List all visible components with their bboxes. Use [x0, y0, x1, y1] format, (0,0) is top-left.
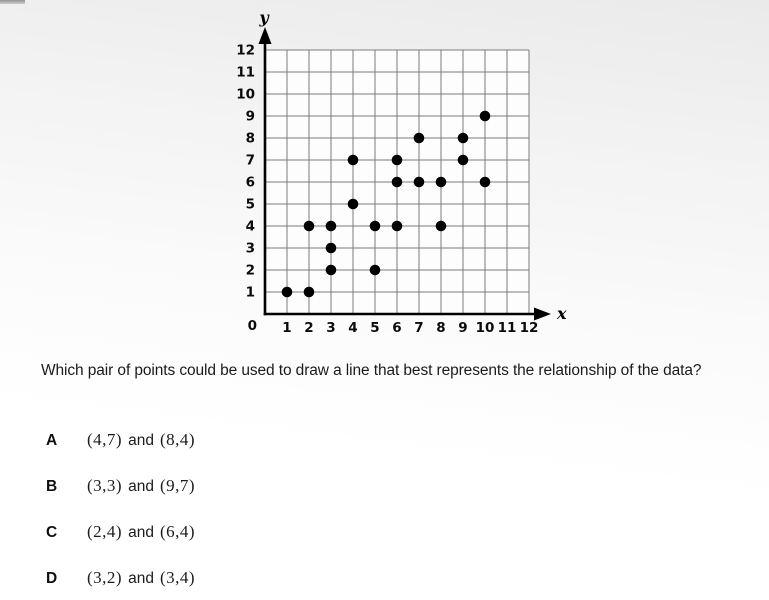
option-pair1: (3,3): [87, 476, 123, 495]
svg-text:11: 11: [236, 64, 255, 81]
svg-text:3: 3: [245, 240, 255, 257]
option-letter: C: [46, 524, 58, 541]
svg-text:7: 7: [245, 152, 255, 169]
answer-options: [46, 430, 195, 600]
svg-text:12: 12: [236, 42, 255, 59]
svg-text:2: 2: [304, 320, 314, 336]
svg-text:y: y: [259, 8, 269, 27]
option-d[interactable]: [46, 568, 195, 600]
svg-text:5: 5: [245, 196, 255, 213]
svg-text:3: 3: [326, 320, 336, 336]
option-conjunction: and: [128, 524, 154, 541]
option-pair2: (6,4): [159, 522, 196, 541]
svg-text:6: 6: [392, 320, 402, 336]
option-pair2: (3,4): [159, 568, 196, 587]
svg-text:11: 11: [497, 320, 517, 336]
svg-text:x: x: [557, 304, 567, 323]
svg-text:5: 5: [370, 320, 380, 336]
svg-text:4: 4: [348, 320, 358, 336]
svg-text:10: 10: [236, 86, 255, 103]
option-conjunction: and: [128, 432, 154, 449]
option-conjunction: and: [128, 570, 154, 587]
option-pair1: (2,4): [87, 522, 123, 541]
svg-text:10: 10: [475, 320, 495, 336]
svg-text:7: 7: [414, 320, 424, 336]
svg-text:12: 12: [519, 320, 539, 336]
svg-text:8: 8: [245, 130, 255, 147]
svg-text:9: 9: [458, 320, 468, 336]
option-letter: D: [46, 570, 58, 587]
option-letter: B: [46, 478, 58, 495]
option-pair2: (8,4): [159, 430, 196, 449]
svg-text:0: 0: [247, 318, 257, 334]
option-a[interactable]: [46, 430, 195, 476]
option-pair2: (9,7): [159, 476, 196, 495]
svg-text:1: 1: [282, 320, 292, 336]
option-pair1: (4,7): [87, 430, 123, 449]
option-b[interactable]: [46, 476, 195, 522]
svg-text:1: 1: [245, 284, 255, 301]
option-c[interactable]: [46, 522, 195, 568]
option-letter: A: [46, 432, 58, 449]
svg-text:9: 9: [245, 108, 255, 125]
option-conjunction: and: [128, 478, 154, 495]
svg-text:2: 2: [245, 262, 255, 279]
question-text: Which pair of points could be used to draw a line that best represents the relationship of the data?: [41, 362, 702, 379]
option-pair1: (3,2): [87, 568, 123, 587]
svg-text:4: 4: [245, 218, 255, 235]
svg-text:6: 6: [245, 174, 255, 191]
svg-text:8: 8: [436, 320, 446, 336]
